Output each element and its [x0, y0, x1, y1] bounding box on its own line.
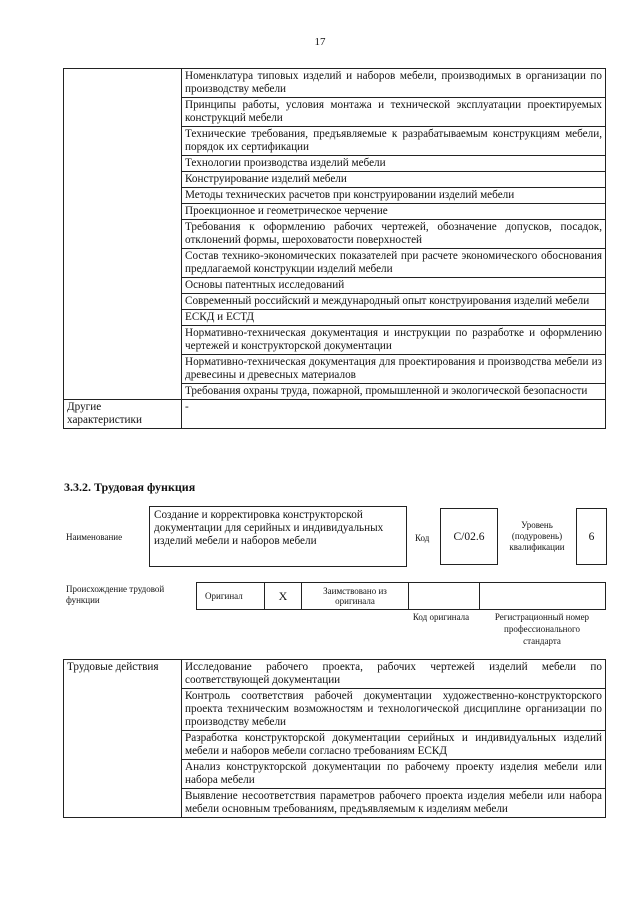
- original-code-caption: Код оригинала: [412, 612, 470, 622]
- origin-label: Происхождение трудовой функции: [66, 584, 165, 605]
- table-cell: Технические требования, предъявляемые к разрабатываемым конструкциям мебели, порядок их сертификации: [182, 127, 606, 156]
- function-code-label: Код: [415, 533, 430, 543]
- other-characteristics-value: -: [182, 400, 606, 429]
- original-code-cell: [409, 583, 480, 610]
- table-row: [64, 69, 606, 98]
- table-cell: Выявление несоответствия параметров рабочего проекта изделия мебели или набора мебели основным требованиям, предъявляемым к изделиям мебели: [182, 789, 606, 818]
- table-cell: Исследование рабочего проекта, рабочих чертежей изделий мебели по соответствующей документации: [182, 660, 606, 689]
- table-cell: Нормативно-техническая документация для проектирования и производства мебели из древесины и древесных материалов: [182, 355, 606, 384]
- page-number: 17: [314, 36, 326, 48]
- table-cell: Проекционное и геометрическое черчение: [182, 204, 606, 220]
- qualification-level-value: 6: [576, 508, 607, 565]
- other-characteristics-label: Другие характеристики: [64, 400, 182, 429]
- table-row: [64, 660, 606, 689]
- table-cell: Анализ конструкторской документации по рабочему проекту изделия мебели или набора мебели: [182, 760, 606, 789]
- labor-actions-label: Трудовые действия: [64, 660, 182, 818]
- function-name-label: Наименование: [66, 532, 123, 542]
- table-cell: Конструирование изделий мебели: [182, 172, 606, 188]
- origin-table: [196, 582, 606, 610]
- table-cell: Требования охраны труда, пожарной, промышленной и экологической безопасности: [182, 384, 606, 400]
- knowledge-table: [63, 68, 606, 429]
- registration-number-cell: [480, 583, 606, 610]
- original-mark: Х: [265, 583, 302, 610]
- table-row: [64, 400, 606, 429]
- knowledge-label-cell: [64, 69, 182, 400]
- table-cell: Нормативно-техническая документация и инструкции по разработке и оформлению чертежей и конструкторской документации: [182, 326, 606, 355]
- table-cell: Контроль соответствия рабочей документации художественно-конструкторского проекта техническим возможностям и технологической дисциплине организации по производству мебели: [182, 689, 606, 731]
- original-label: Оригинал: [197, 583, 265, 610]
- table-cell: Номенклатура типовых изделий и наборов мебели, производимых в организации по производству мебели: [182, 69, 606, 98]
- registration-number-caption: Регистрационный номер профессионального стандарта: [494, 612, 590, 646]
- table-cell: Принципы работы, условия монтажа и технической эксплуатации проектируемых конструкций мебели: [182, 98, 606, 127]
- table-cell: Технологии производства изделий мебели: [182, 156, 606, 172]
- table-cell: Требования к оформлению рабочих чертежей, обозначение допусков, посадок, отклонений формы, шероховатости поверхностей: [182, 220, 606, 249]
- qualification-level-label: Уровень (подуровень) квалификации: [509, 520, 565, 552]
- table-cell: ЕСКД и ЕСТД: [182, 310, 606, 326]
- table-cell: Состав технико-экономических показателей при расчете экономического обоснования предлагаемой конструкции изделий мебели: [182, 249, 606, 278]
- labor-actions-table: [63, 659, 606, 818]
- table-cell: Современный российский и международный опыт конструирования изделий мебели: [182, 294, 606, 310]
- function-name-value: Создание и корректировка конструкторской документации для серийных и индивидуальных изделий мебели и наборов мебели: [149, 506, 407, 567]
- function-code-value: С/02.6: [440, 508, 498, 565]
- table-cell: Разработка конструкторской документации серийных и индивидуальных изделий мебели и наборов мебели согласно требованиям ЕСКД: [182, 731, 606, 760]
- section-heading: 3.3.2. Трудовая функция: [64, 480, 196, 494]
- borrowed-label: Заимствовано из оригинала: [302, 583, 409, 610]
- table-cell: Методы технических расчетов при конструировании изделий мебели: [182, 188, 606, 204]
- table-cell: Основы патентных исследований: [182, 278, 606, 294]
